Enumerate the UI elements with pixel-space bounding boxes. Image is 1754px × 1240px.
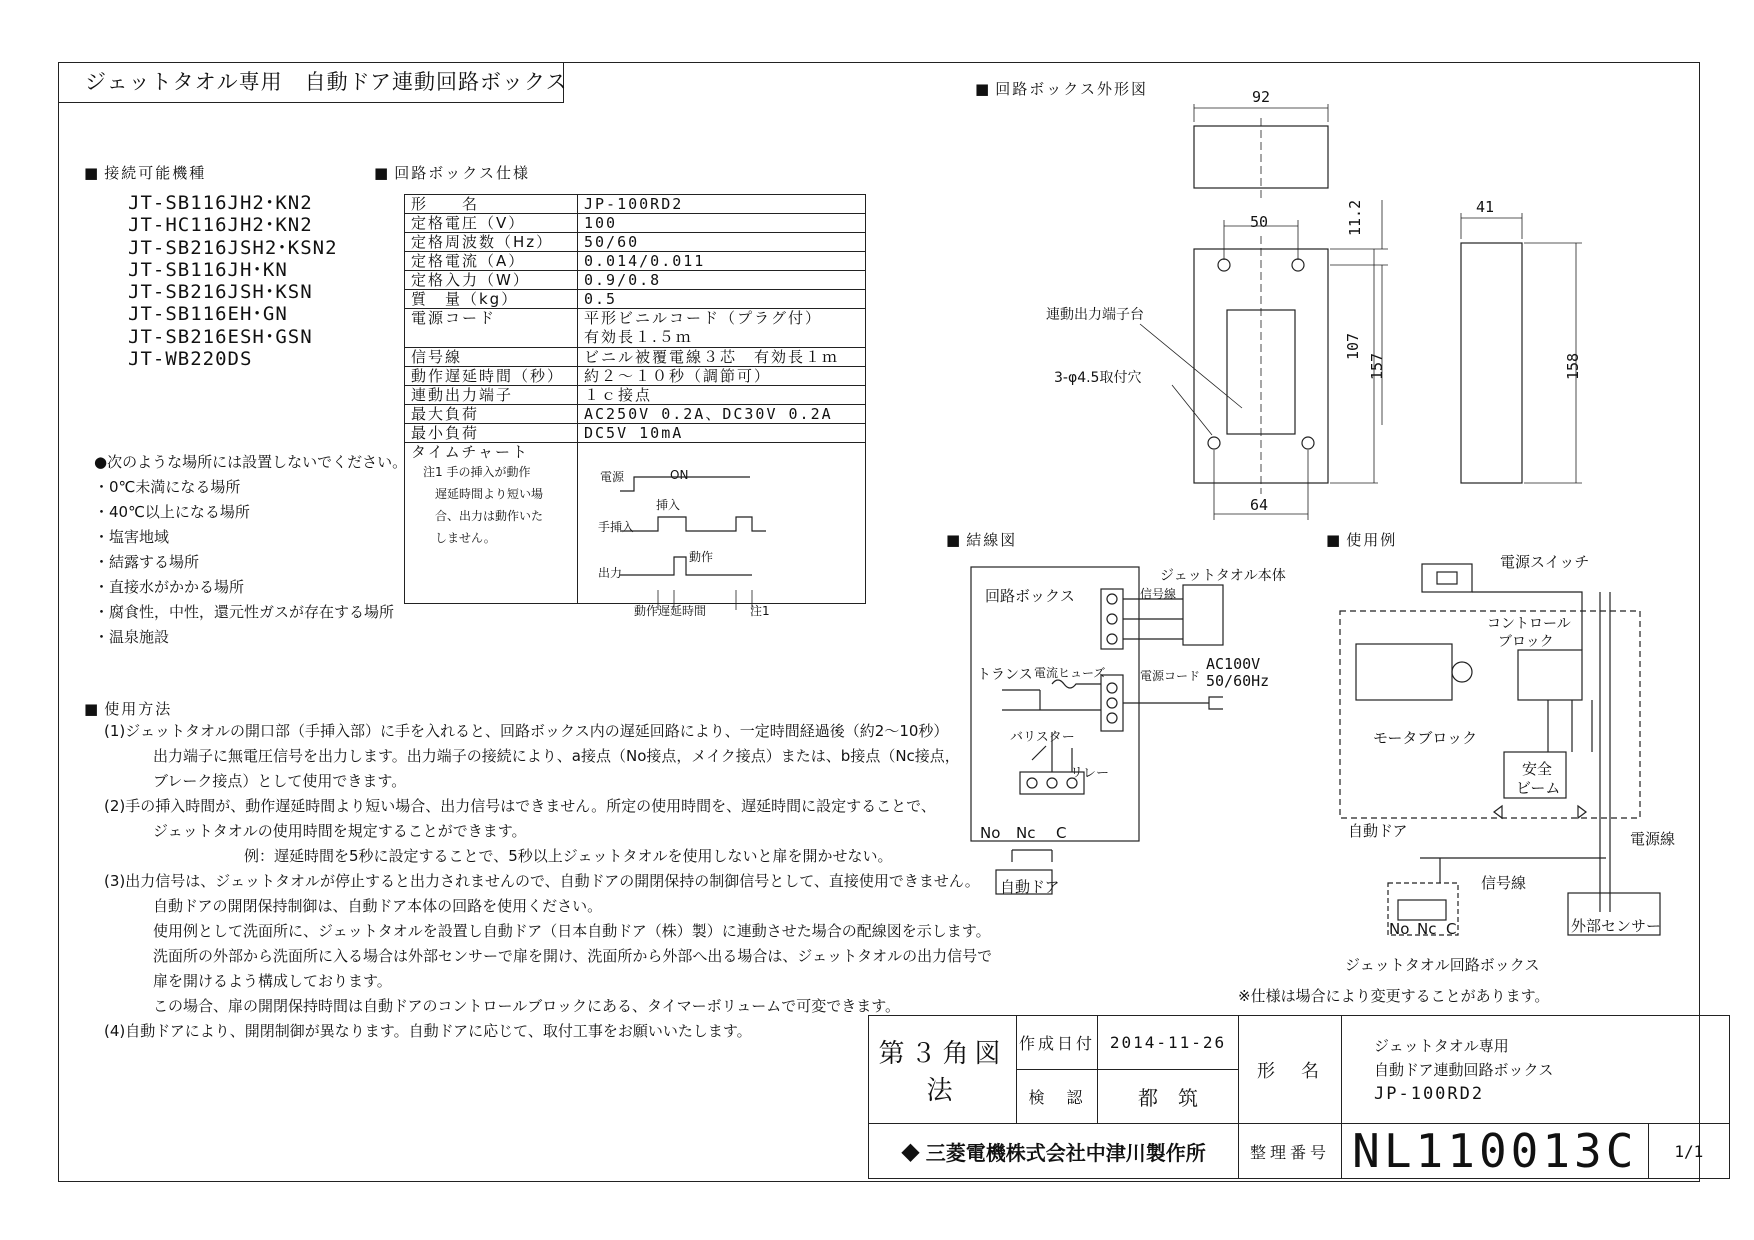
usage-line: 洗面所の外部から洗面所に入る場合は外部センサーで扉を開け、洗面所から外部へ出る場合は、ジェットタオルの出力信号で	[153, 947, 993, 965]
model-list	[128, 192, 338, 370]
spec-value	[578, 309, 866, 348]
dim-bottom-pitch: 64	[1250, 496, 1269, 514]
table-row	[405, 386, 866, 405]
wiring-hz-label: 50/60Hz	[1206, 672, 1270, 690]
wiring-signal-label: 信号線	[1140, 587, 1177, 601]
spec-key: 形 名	[405, 195, 578, 214]
spec-value-line: 平形ビニルコード（プラグ付）	[584, 309, 823, 327]
table-row	[405, 367, 866, 386]
spec-key: 最大負荷	[405, 405, 578, 424]
spec-value: 100	[578, 214, 866, 233]
page-title: ジェットタオル専用 自動ドア連動回路ボックス	[85, 70, 568, 94]
wiring-relay-label: リレー	[1070, 766, 1110, 781]
example-control-label: コントロール	[1487, 616, 1571, 632]
usage-line: ブレーク接点）として使用できます。	[153, 772, 407, 790]
wiring-trans-label: トランス	[977, 667, 1033, 683]
section-outline: ■ 回路ボックス外形図	[975, 78, 1148, 99]
page-number: 1/1	[1648, 1124, 1729, 1179]
usage-line: (2)手の挿入時間が、動作遅延時間より短い場合、出力信号はできません。所定の使用時間を、遅延時間に設定することで、	[104, 797, 936, 815]
warning-item: ・腐食性，中性，還元性ガスが存在する場所	[94, 603, 395, 621]
dim-hole-pitch: 50	[1250, 213, 1269, 231]
section-usage: ■ 使用方法	[84, 698, 172, 719]
spec-value: 50/60	[578, 233, 866, 252]
wiring-varistor-label: バリスター	[1010, 730, 1075, 745]
timechart-note: しません。	[435, 531, 496, 545]
spec-value: 0.5	[578, 290, 866, 309]
checker: 都 筑	[1098, 1070, 1239, 1124]
wiring-ac-label: AC100V	[1206, 655, 1261, 673]
wiring-jet-label: ジェットタオル本体	[1160, 568, 1286, 584]
spec-key: 定格周波数（Hz）	[405, 233, 578, 252]
check-label: 検 認	[1017, 1070, 1098, 1124]
dim-side-height: 158	[1564, 352, 1582, 380]
tc-power-label: 電源	[600, 470, 625, 484]
section-compatible: ■ 接続可能機種	[84, 162, 206, 183]
example-box-label: ジェットタオル回路ボックス	[1345, 956, 1540, 974]
wiring-c-label: C	[1056, 824, 1067, 842]
table-row	[405, 233, 866, 252]
section-example: ■ 使用例	[1326, 529, 1397, 550]
usage-line: 自動ドアの開閉保持制御は、自動ドア本体の回路を使用ください。	[153, 897, 603, 915]
spec-value: １ｃ接点	[578, 386, 866, 405]
example-safety1-label: 安全	[1522, 760, 1553, 778]
wiring-door-label: 自動ドア	[1000, 878, 1060, 896]
timechart-label: タイムチャート	[411, 443, 529, 461]
spec-key: 連動出力端子	[405, 386, 578, 405]
model-item: JT-SB116EH･GN	[128, 303, 288, 326]
table-row	[405, 443, 866, 604]
warning-item: ・直接水がかかる場所	[94, 578, 245, 596]
warning-item: ・結露する場所	[94, 553, 200, 571]
model-item: JT-SB216JSH2･KSN2	[128, 236, 338, 259]
table-row	[405, 252, 866, 271]
tc-note1-label: 注1	[750, 604, 770, 618]
dim-depth: 41	[1476, 198, 1495, 216]
spec-table	[404, 194, 866, 604]
example-block-label: ブロック	[1498, 634, 1554, 650]
tc-hand-label: 手挿入	[598, 520, 635, 534]
created-date: 2014-11-26	[1098, 1016, 1239, 1070]
terminal-label: 連動出力端子台	[1046, 307, 1144, 323]
wiring-fuse-label: 電流ヒューズ	[1034, 666, 1106, 680]
model-item: JT-SB216ESH･GSN	[128, 325, 313, 348]
warning-item: ・40℃以上になる場所	[94, 503, 250, 521]
spec-key: 信号線	[405, 348, 578, 367]
spec-value: ビニル被覆電線３芯 有効長１ｍ	[578, 348, 866, 367]
example-nc-label: Nc	[1417, 920, 1437, 938]
tc-output-label: 出力	[598, 566, 623, 580]
dim-inner-height: 107	[1344, 332, 1362, 360]
spec-value: JP-100RD2	[578, 195, 866, 214]
projection-cell: 第３角図法	[869, 1016, 1017, 1124]
dim-width: 92	[1252, 88, 1271, 106]
timechart-cell	[405, 443, 578, 604]
warning-item: ・温泉施設	[94, 628, 170, 646]
usage-line: 例：遅延時間を5秒に設定することで、5秒以上ジェットタオルを使用しないと扉を開かせない。	[244, 847, 893, 865]
table-row	[405, 405, 866, 424]
section-spec: ■ 回路ボックス仕様	[374, 162, 530, 183]
table-row	[405, 214, 866, 233]
wiring-box-label: 回路ボックス	[985, 587, 1075, 605]
example-door-label: 自動ドア	[1348, 822, 1408, 840]
tc-delay-label: 動作遅延時間	[634, 604, 707, 618]
example-safety2-label: ビーム	[1516, 779, 1561, 797]
spec-value: DC5V 10mA	[578, 424, 866, 443]
example-motor-label: モータブロック	[1373, 729, 1478, 747]
model-item: JT-HC116JH2･KN2	[128, 214, 313, 237]
spec-key: 質 量（kg）	[405, 290, 578, 309]
example-signal-label: 信号線	[1481, 874, 1527, 892]
product-name-line: ジェットタオル専用	[1374, 1036, 1509, 1055]
table-row	[405, 290, 866, 309]
hole-label: 3-φ4.5取付穴	[1054, 370, 1142, 386]
spec-key: 定格電圧（V）	[405, 214, 578, 233]
timechart-note: 合、出力は動作いた	[435, 509, 544, 523]
usage-text	[104, 719, 992, 1044]
wiring-cord-label: 電源コード	[1140, 669, 1201, 683]
spec-value: 約２～１０秒（調節可）	[578, 367, 866, 386]
company-cell	[869, 1124, 1239, 1179]
usage-line: ジェットタオルの使用時間を規定することができます。	[153, 822, 527, 840]
spec-value-line: 有効長１.５ｍ	[584, 328, 693, 346]
created-label: 作成日付	[1017, 1016, 1098, 1070]
product-name-line: 自動ドア連動回路ボックス	[1374, 1060, 1554, 1079]
example-c-label: C	[1446, 920, 1457, 938]
usage-line: 使用例として洗面所に、ジェットタオルを設置し自動ドア（日本自動ドア（株）製）に連動させた場合の配線図を示します。	[153, 922, 991, 940]
dim-top-offset: 11.2	[1346, 199, 1364, 236]
model-item: JT-SB216JSH･KSN	[128, 281, 313, 304]
title-block	[868, 1015, 1730, 1179]
wiring-no-label: No	[980, 824, 1001, 842]
doc-number: NL110013C	[1342, 1124, 1649, 1179]
tc-action-label: 動作	[689, 550, 714, 564]
usage-line: 扉を開けるよう構成しております。	[153, 972, 392, 990]
table-row	[405, 271, 866, 290]
table-row	[405, 424, 866, 443]
mitsubishi-logo-icon: ◆	[901, 1137, 920, 1165]
model-item: JT-WB220DS	[128, 348, 253, 371]
spec-value: 0.9/0.8	[578, 271, 866, 290]
example-powerline-label: 電源線	[1630, 830, 1676, 848]
name-label: 形 名	[1239, 1016, 1342, 1124]
usage-line: 出力端子に無電圧信号を出力します。出力端子の接続により、a接点（No接点，メイク接点）または、b接点（Nc接点，	[153, 747, 960, 765]
wiring-nc-label: Nc	[1016, 824, 1036, 842]
spec-key: 最小負荷	[405, 424, 578, 443]
spec-key: 電源コード	[405, 309, 578, 348]
number-label: 整理番号	[1239, 1124, 1342, 1179]
dim-height: 157	[1368, 352, 1386, 380]
tc-insert-label: 挿入	[656, 498, 681, 512]
timechart-note: 注1 手の挿入が動作	[423, 465, 531, 479]
usage-line: (1)ジェットタオルの開口部（手挿入部）に手を入れると、回路ボックス内の遅延回路により、一定時間経過後（約2～10秒）	[104, 722, 949, 740]
usage-line: この場合、扉の開閉保持時間は自動ドアのコントロールブロックにある、タイマーボリュームで可変できます。	[153, 997, 901, 1015]
product-name-cell	[1342, 1016, 1730, 1124]
example-switch-label: 電源スイッチ	[1500, 553, 1590, 571]
warning-head: ●次のような場所には設置しないでください。	[94, 453, 408, 471]
warning-item: ・0℃未満になる場所	[94, 478, 241, 496]
product-model: JP-100RD2	[1374, 1083, 1485, 1104]
usage-line: (4)自動ドアにより、開閉制御が異なります。自動ドアに応じて、取付工事をお願いいたします。	[104, 1022, 752, 1040]
spec-key: 動作遅延時間（秒）	[405, 367, 578, 386]
table-row	[405, 348, 866, 367]
footnote: ※仕様は場合により変更することがあります。	[1238, 987, 1550, 1005]
warnings	[94, 450, 407, 650]
model-item: JT-SB116JH･KN	[128, 258, 288, 281]
model-item: JT-SB116JH2･KN2	[128, 192, 313, 214]
spec-value: 0.014/0.011	[578, 252, 866, 271]
warning-item: ・塩害地域	[94, 528, 170, 546]
table-row	[405, 309, 866, 348]
example-sensor-label: 外部センサー	[1571, 917, 1662, 935]
company-name: 三菱電機株式会社中津川製作所	[925, 1140, 1206, 1165]
timechart-note: 遅延時間より短い場	[435, 487, 544, 501]
section-wiring: ■ 結線図	[946, 529, 1017, 550]
spec-value: AC250V 0.2A、DC30V 0.2A	[578, 405, 866, 424]
spec-key: 定格電流（A）	[405, 252, 578, 271]
spec-key: 定格入力（W）	[405, 271, 578, 290]
example-no-label: No	[1389, 920, 1410, 938]
usage-line: (3)出力信号は、ジェットタオルが停止すると出力されませんので、自動ドアの開閉保持の制御信号として、直接使用できません。	[104, 872, 980, 890]
table-row	[405, 195, 866, 214]
tc-on-label: ON	[670, 468, 689, 482]
